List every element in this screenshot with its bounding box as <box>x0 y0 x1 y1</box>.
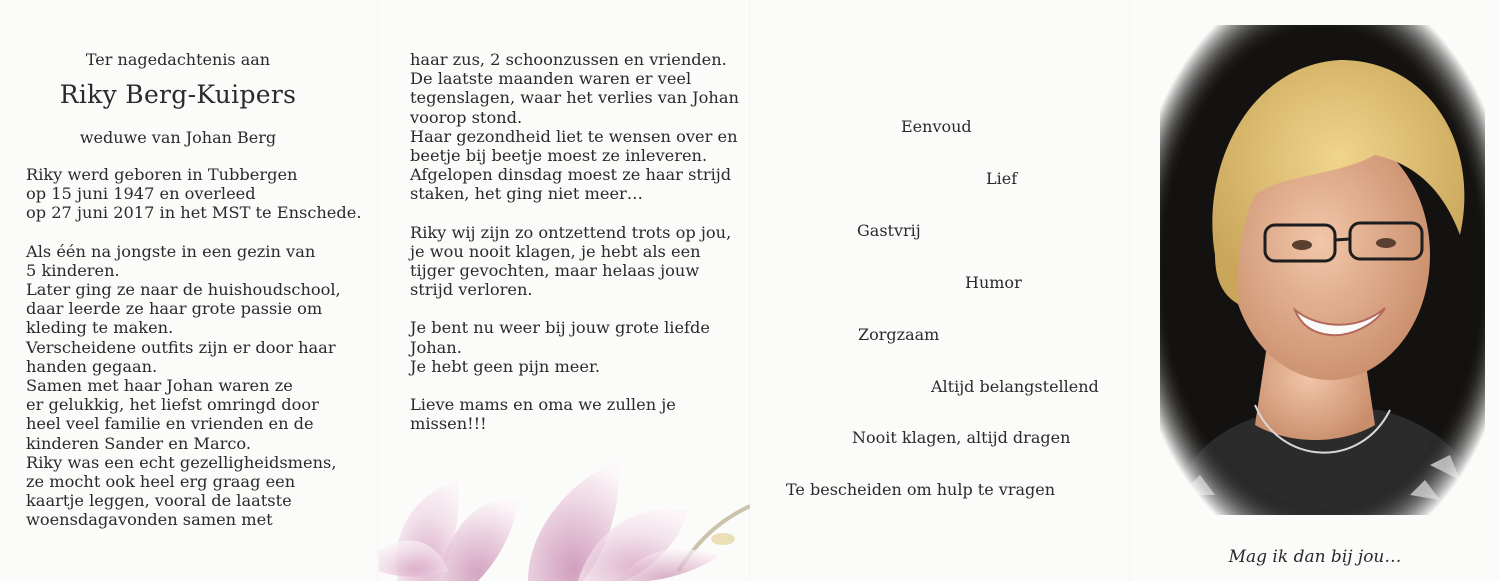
continuation-paragraph: Riky wij zijn zo ontzettend trots op jou, je wou nooit klagen, je hebt als een tijger gevochten, maar helaas jouw strijd verloren. <box>410 222 732 300</box>
continuation-paragraph: haar zus, 2 schoonzussen en vrienden. De laatste maanden waren er veel tegenslagen, waar het verlies van Johan voorop stond. Haar gezondheid liet te wensen over en beetje bij beetje moest ze inleveren. Afgelopen dinsdag moest ze haar strijd staken, het ging niet meer… <box>410 50 739 204</box>
quality-word: Humor <box>965 273 1022 292</box>
fold-line <box>749 0 751 581</box>
fold-line <box>1129 0 1131 581</box>
photo-caption: Mag ik dan bij jou… <box>1228 547 1402 567</box>
panel-qualities <box>750 0 1130 581</box>
intro-line: Ter nagedachtenis aan <box>85 50 271 69</box>
quality-word: Altijd belangstellend <box>931 377 1099 396</box>
quality-word: Te bescheiden om hulp te vragen <box>786 480 1056 499</box>
quality-word: Nooit klagen, altijd dragen <box>852 428 1071 447</box>
panel-portrait <box>1130 0 1500 581</box>
fold-line <box>377 0 379 581</box>
portrait-photo <box>1160 25 1485 515</box>
continuation-paragraph: Lieve mams en oma we zullen je missen!!! <box>410 395 676 434</box>
quality-word: Zorgzaam <box>858 325 940 344</box>
biography-text <box>26 165 366 549</box>
panel-continuation <box>378 0 750 581</box>
quality-word: Gastvrij <box>857 221 921 240</box>
magnolia-flower-illustration <box>378 421 750 581</box>
widow-of-line: weduwe van Johan Berg <box>79 128 277 147</box>
bio-paragraph: Als één na jongste in een gezin van 5 kinderen. Later ging ze naar de huishoudschool, daar leerde ze haar grote passie om kleding te maken. Verscheidene outfits zijn er door haar handen gegaan. Samen met haar Johan waren ze er gelukkig, het liefst omringd door heel veel familie en vrienden en de kinderen Sander en Marco. Riky was een echt gezelligheidsmens, ze mocht ook heel erg graag een kaartje leggen, vooral de laatste woensdagavonden samen met <box>26 241 341 530</box>
quality-word: Eenvoud <box>901 117 972 136</box>
continuation-paragraph: Je bent nu weer bij jouw grote liefde Johan. Je hebt geen pijn meer. <box>410 318 710 376</box>
quality-word: Lief <box>986 169 1018 188</box>
bio-paragraph: Riky werd geboren in Tubbergen op 15 juni 1947 en overleed op 27 juni 2017 in het MST te Enschede. <box>26 165 362 223</box>
panel-biography <box>0 0 378 581</box>
continuation-text <box>410 50 740 452</box>
deceased-name: Riky Berg-Kuipers <box>59 80 297 109</box>
